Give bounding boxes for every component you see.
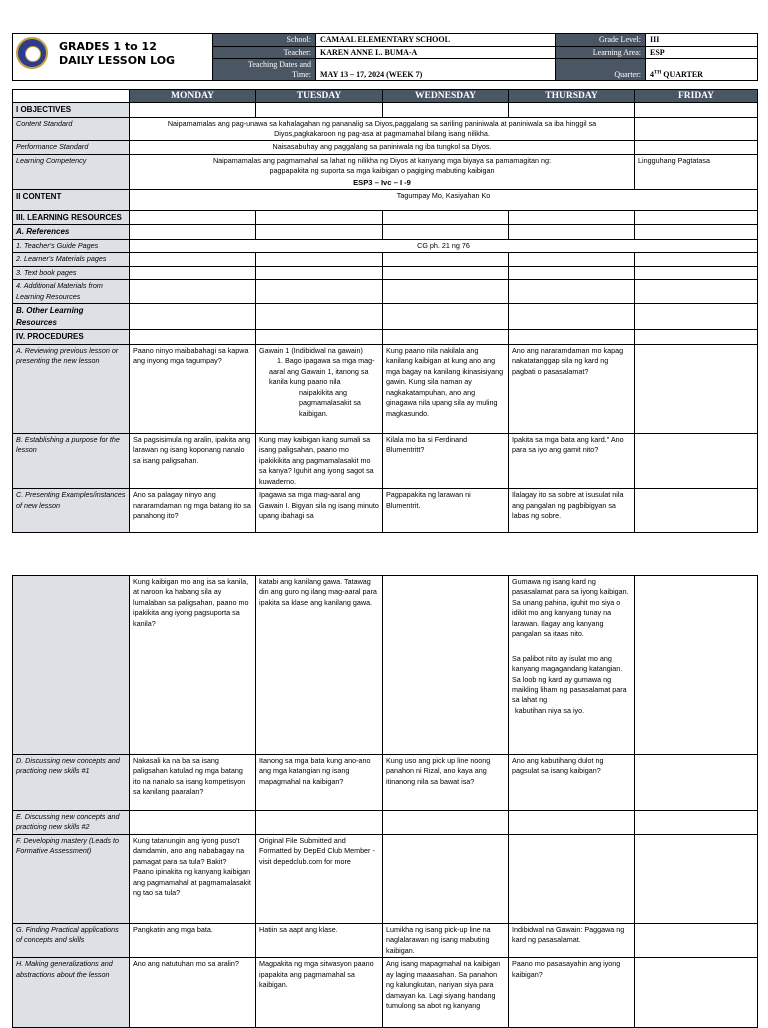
content-standard-line-1: Naipamamalas ang pag-unawa sa kahalagahan ng pananalig sa Diyos,paggalang sa sariling paniniwala at paniniwala sa iba hinggil sa [167, 118, 597, 128]
procedure-c-row [13, 489, 758, 533]
procedure-d-thursday: Ano ang kabutihang dulot ng pagsulat sa isang kaibigan? [509, 755, 635, 811]
learning-resources-heading: III. LEARNING RESOURCES [13, 210, 130, 225]
procedure-g-monday: Pangkatin ang mga bata. [130, 923, 256, 957]
learning-competency-friday: Lingguhang Pagtatasa [635, 154, 758, 189]
grade-level-label: Grade Level: [556, 34, 646, 47]
procedure-c-continued-tuesday: katabi ang kanilang gawa. Tatawag din ang guro ng ilang mag-aaral para ipakita sa klase ang kanilang gawa. [256, 576, 383, 755]
procedure-e-row [13, 811, 758, 835]
day-header-blank [13, 90, 130, 103]
teaching-dates-label-1: Teaching Dates and [248, 60, 311, 70]
content-standard-value [130, 117, 635, 141]
procedure-f-monday-2: Paano ipinakita ng kanyang kaibigan ang pagmamahal at pagmamalasakit ng tao sa tula? [133, 867, 251, 898]
day-monday: MONDAY [130, 90, 256, 103]
lesson-log-table-continued [12, 575, 758, 1028]
teaching-dates-value: MAY 13 – 17, 2024 (WEEK 7) [316, 59, 556, 81]
procedure-c-continued-thursday-3: Sa loob ng kard ay gumawa ng maikling liham ng pasasalamat para sa lahat ng [512, 674, 627, 705]
grade-level-value: III [646, 34, 758, 47]
textbook-pages-label: 3. Text book pages [13, 266, 130, 279]
procedure-f-monday-1: Kung tatanungin ang iyong puso't damdamin, ano ang nababagay na pamagat para sa tula? Bakit? [133, 835, 245, 866]
day-wednesday: WEDNESDAY [383, 90, 509, 103]
procedure-a-tuesday-3: naipakikita ang pagmamalasakit sa kaibigan. [299, 387, 361, 418]
additional-materials-label [13, 280, 130, 304]
procedure-d-wednesday: Kung uso ang pick up line noong panahon ni Rizal, ano kaya ang itinanong nila sa bawat isa? [383, 755, 509, 811]
procedure-h-monday: Ano ang natutuhan mo sa aralin? [130, 958, 256, 1028]
procedure-a-tuesday-2: 1. Bago ipagawa sa mga mag-aaral ang Gawain 1, itanong sa kanila kung paano nila [269, 356, 375, 387]
teacher-guide-value: CG ph. 21 ng 76 [130, 239, 758, 252]
procedure-c-tuesday: Ipagawa sa mga mag-aaral ang Gawain I. Bigyan sila ng isang minuto upang ibahagi sa [256, 489, 383, 533]
teaching-dates-label-2: Time: [292, 69, 311, 79]
learning-competency-label: Learning Competency [13, 154, 130, 189]
procedure-b-row [13, 433, 758, 488]
procedure-b-label: B. Establishing a purpose for the lesson [13, 433, 130, 488]
procedure-b-monday: Sa pagsisimula ng aralin, ipakita ang larawan ng isang koponang nanalo sa isang paligsahan. [130, 433, 256, 488]
procedure-h-label: H. Making generalizations and abstractions about the lesson [13, 958, 130, 1028]
procedure-a-label: A. Reviewing previous lesson or presenting the new lesson [13, 344, 130, 433]
procedure-e-label: E. Discussing new concepts and practicing new skills #2 [13, 811, 130, 835]
procedure-c-wednesday: Pagpapakita ng larawan ni Blumentrit. [383, 489, 509, 533]
quarter-suffix: TH [654, 70, 662, 76]
title-line-1: GRADES 1 to 12 [59, 40, 157, 53]
procedure-h-tuesday: Magpakita ng mga sitwasyon paano ipapakita ang pagmamahal sa kaibigan. [256, 958, 383, 1028]
logo-title-cell [13, 34, 213, 81]
procedure-d-label: D. Discussing new concepts and practicing new skills #1 [13, 755, 130, 811]
learner-materials-label: 2. Learner's Materials pages [13, 253, 130, 266]
procedure-h-wednesday: Ang isang mapagmahal na kaibigan ay laging maaasahan. Sa panahon ng kalungkutan, nariyan siya para damayan ka. Lagi siyang handang tumulong sa abot ng kanyang [383, 958, 509, 1028]
procedure-c-continued-monday: Kung kaibigan mo ang isa sa kanila, at naroon ka habang sila ay lumalaban sa paligsahan, paano mo ipakikita ang iyong pagsuporta sa kanila? [130, 576, 256, 755]
learning-competency-value [130, 154, 635, 189]
content-heading: II CONTENT [13, 189, 130, 210]
performance-standard-value: Naisasabuhay ang paggalang sa paniniwala ng iba tungkol sa Diyos. [130, 141, 635, 154]
procedure-c-continued-label [13, 576, 130, 755]
title-line-2: DAILY LESSON LOG [59, 53, 176, 67]
procedures-heading: IV. PROCEDURES [13, 330, 130, 345]
procedure-f-label: F. Developing mastery (Leads to Formative Assessment) [13, 834, 130, 923]
procedure-h-thursday: Paano mo pasasayahin ang iyong kaibigan? [509, 958, 635, 1028]
learning-area-label: Learning Area: [556, 46, 646, 59]
procedure-a-row [13, 344, 758, 433]
procedure-d-monday: Nakasali ka na ba sa isang paligsahan katulad ng mga batang ito na nanalo sa isang kompetisyon sa kanilang paaralan? [130, 755, 256, 811]
day-header-row [13, 90, 758, 103]
procedure-g-thursday: Indibidwal na Gawain: Paggawa ng kard ng pasasalamat. [509, 923, 635, 957]
content-standard-line-2: Diyos,pagkakaroon ng pag-asa at pagmamahal bilang isang nilikha. [274, 129, 490, 139]
quarter-label: Quarter: [556, 59, 646, 81]
teacher-label: Teacher: [213, 46, 316, 59]
procedure-d-tuesday: Itanong sa mga bata kung ano-ano ang mga katangian ng isang mapagmahal na kaibigan? [256, 755, 383, 811]
procedure-f-row [13, 834, 758, 923]
procedure-a-thursday: Ano ang nararamdaman mo kapag nakatatanggap sila ng kard ng pagbati o pasasalamat? [509, 344, 635, 433]
procedure-g-row [13, 923, 758, 957]
procedure-b-wednesday: Kilala mo ba si Ferdinand Blumentritt? [383, 433, 509, 488]
other-resources-label [13, 304, 130, 330]
learning-competency-code: ESP3 – Ivc – I -9 [353, 177, 411, 187]
procedure-a-wednesday: Kung paano nila nakilala ang kanilang kaibigan at kung ano ang mga bagay na kanilang ikinasisiyang gawin. Kung sila naman ay nagkakatampuhan, ano ang ginagawa nila upang sila ay muling magkasundo. [383, 344, 509, 433]
procedure-c-monday: Ano sa palagay ninyo ang nararamdaman ng mga batang ito sa panahong ito? [130, 489, 256, 533]
learning-competency-line-2: pagpapakita ng suporta sa mga kaibigan o pagiging mabuting kaibigan [269, 166, 495, 176]
procedure-b-tuesday: Kung may kaibigan kang sumali sa isang paligsahan, paano mo ipakikikita ang pagmamalasakit mo sa kanya? Iguhit ang iyong sagot sa kuwaderno. [256, 433, 383, 488]
day-tuesday: TUESDAY [256, 90, 383, 103]
lesson-log-table [12, 89, 758, 533]
procedure-g-wednesday: Lumikha ng isang pick-up line na naglalarawan ng isang mabuting kaibigan. [383, 923, 509, 957]
teacher-guide-label: 1. Teacher's Guide Pages [13, 239, 130, 252]
references-heading: A. References [13, 225, 130, 240]
quarter-number: 4 [650, 69, 654, 79]
learning-area-value: ESP [646, 46, 758, 59]
quarter-value [646, 59, 758, 81]
teaching-dates-label [213, 59, 316, 81]
teacher-value: KAREN ANNE L. BUMA-A [316, 46, 556, 59]
procedure-g-label: G. Finding Practical applications of concepts and skills [13, 923, 130, 957]
learning-competency-line-1: Naipamamalas ang pagmamahal sa lahat ng nilikha ng Diyos at kanyang mga biyaya sa pamamagitan ng: [212, 155, 551, 165]
procedure-g-tuesday: Hatiin sa aapt ang klase. [256, 923, 383, 957]
school-label: School: [213, 34, 316, 47]
procedure-b-thursday: Ipakita sa mga bata ang kard." Ano para sa iyo ang gamit nito? [509, 433, 635, 488]
header-table [12, 33, 758, 81]
content-value: Tagumpay Mo, Kasiyahan Ko [130, 189, 758, 210]
procedure-c-continued-row [13, 576, 758, 755]
procedure-c-continued-thursday [509, 576, 635, 755]
procedure-d-row [13, 755, 758, 811]
procedure-f-tuesday: Original File Submitted and Formatted by DepEd Club Member - visit depedclub.com for more [256, 834, 383, 923]
other-resources-line-2: Resources [16, 317, 57, 327]
procedure-a-tuesday-1: Gawain 1 (Indibidwal na gawain) [259, 345, 363, 355]
procedure-c-continued-thursday-1: Gumawa ng isang kard ng pasasalamat para sa iyong kaibigan. Sa unang pahina, iguhit mo siya o idikit mo ang kanyang tunay na larawan. Ilagay ang kanyang pangalan sa itaas nito. [512, 577, 629, 639]
quarter-word: QUARTER [663, 69, 703, 79]
procedure-h-row [13, 958, 758, 1028]
content-standard-label: Content Standard [13, 117, 130, 141]
procedure-c-thursday: Ilalagay ito sa sobre at isusulat nila ang pangalan ng pagbibigyan sa labas ng sobre. [509, 489, 635, 533]
day-friday: FRIDAY [635, 90, 758, 103]
procedure-c-label: C. Presenting Examples/instances of new lesson [13, 489, 130, 533]
other-resources-line-1: B. Other Learning [16, 306, 84, 316]
objectives-heading: I OBJECTIVES [13, 103, 130, 118]
procedure-a-monday: Paano ninyo maibabahagi sa kapwa ang inyong mga tagumpay? [130, 344, 256, 433]
procedure-a-tuesday [256, 344, 383, 433]
additional-materials-line-1: 4. Additional Materials from [16, 281, 103, 291]
procedure-c-continued-thursday-2: Sa palibot nito ay isulat mo ang kanyang magagandang katangian. [512, 653, 623, 674]
procedure-c-continued-thursday-4: kabutihan niya sa iyo. [515, 705, 585, 715]
procedure-f-monday [130, 834, 256, 923]
school-value: CAMAAL ELEMENTARY SCHOOL [316, 34, 556, 47]
performance-standard-label: Performance Standard [13, 141, 130, 154]
additional-materials-line-2: Learning Resources [16, 291, 81, 301]
day-thursday: THURSDAY [509, 90, 635, 103]
